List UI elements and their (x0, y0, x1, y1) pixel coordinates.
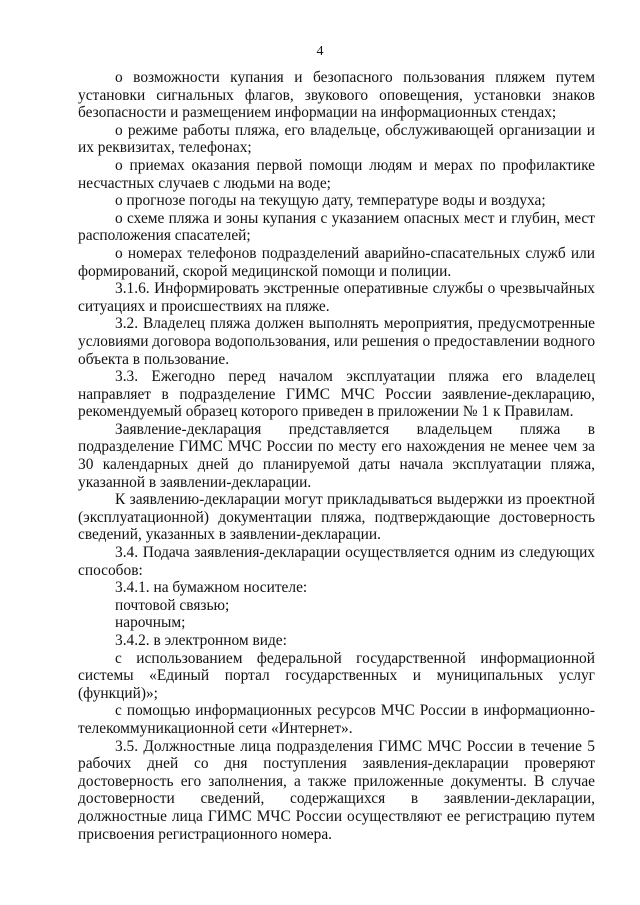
paragraph: 3.4.1. на бумажном носителе: (115, 579, 308, 597)
paragraph: о приемах оказания первой помощи людям и мерах по профилактике несчастных случаев с людьми на воде; (78, 156, 595, 192)
paragraph: 3.2. Владелец пляжа должен выполнять мероприятия, предусмотренные условиями договора водопользования, или решения о предоставлении водного объекта в пользование. (78, 315, 596, 368)
document-body (78, 69, 595, 843)
paragraph: К заявлению-декларации могут прикладываться выдержки из проектной (эксплуатационной) документации пляжа, подтверждающие достоверность сведений, указанных в заявлении-декларации. (78, 491, 595, 544)
paragraph: о возможности купания и безопасного пользования пляжем путем установки сигнальных флагов, звукового оповещения, установки знаков безопасности и размещением информации на информационных стендах; (78, 69, 595, 122)
paragraph: о прогнозе погоды на текущую дату, температуре воды и воздуха; (115, 192, 546, 210)
paragraph: с помощью информационных ресурсов МЧС России в информационно-телекоммуникационной сети «Интернет». (78, 702, 595, 737)
paragraph: почтовой связью; (115, 596, 230, 614)
paragraph: о схеме пляжа и зоны купания с указанием опасных мест и глубин, мест расположения спасателей; (78, 209, 595, 245)
paragraph: нарочным; (115, 614, 186, 632)
paragraph: 3.5. Должностные лица подразделения ГИМС МЧС России в течение 5 рабочих дней со дня поступления заявления-декларации проверяют достоверность его заполнения, а также приложенные документы. В случае достоверности сведений, содержащихся в заявлении-декларации, должностные лица ГИМС МЧС России осуществляют ее регистрацию путем присвоения регистрационного номера. (78, 737, 595, 843)
paragraph: Заявление-декларация представляется владельцем пляжа в подразделение ГИМС МЧС России по месту его нахождения не менее чем за 30 календарных дней до планируемой даты начала эксплуатации пляжа, указанной в заявлении-декларации. (78, 420, 595, 491)
paragraph: о номерах телефонов подразделений аварийно-спасательных служб или формирований, скорой медицинской помощи и полиции. (78, 244, 595, 280)
paragraph: 3.1.6. Информировать экстренные оперативные службы о чрезвычайных ситуациях и происшествиях на пляже. (78, 280, 595, 315)
page-number: 4 (316, 44, 324, 59)
paragraph: 3.4.2. в электронном виде: (115, 632, 287, 649)
paragraph: 3.4. Подача заявления-декларации осуществляется одним из следующих способов: (78, 544, 595, 579)
paragraph: о режиме работы пляжа, его владельце, обслуживающей организации и их реквизитах, телефонах; (78, 121, 595, 157)
paragraph: 3.3. Ежегодно перед началом эксплуатации пляжа его владелец направляет в подразделение ГИМС МЧС России заявление-декларацию, рекомендуемый образец которого приведен в приложении № 1 к Правилам. (78, 368, 595, 421)
paragraph: с использованием федеральной государственной информационной системы «Единый портал государственных и муниципальных услуг (функций)»; (78, 649, 595, 702)
